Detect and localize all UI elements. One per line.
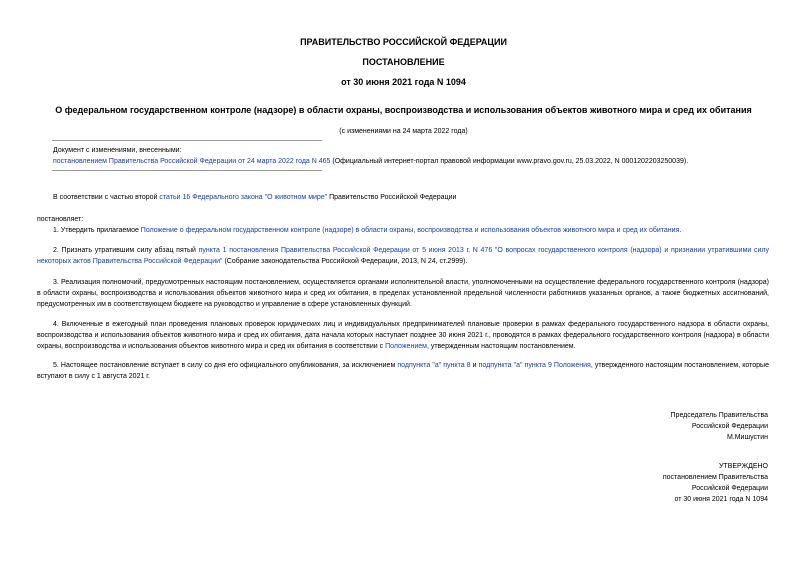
decides-label: постановляет:: [37, 216, 84, 223]
signature-position: Председатель Правительства: [670, 412, 768, 419]
regulation-link[interactable]: Положение о федеральном государственном контроле (надзоре) в области охраны, воспроизводства и использования объектов животного мира и сред их обитания: [140, 227, 680, 234]
item-2-before: 2. Признать утратившим силу абзац пятый: [53, 247, 199, 254]
item-1-after: .: [679, 227, 682, 234]
subparagraph-8-link[interactable]: подпункта "а" пункта 8: [397, 362, 471, 369]
item-5: [37, 360, 769, 382]
amendment-link[interactable]: постановлением Правительства Российской Федерации от 24 марта 2022 года N 465: [53, 158, 331, 165]
amendments-text: [53, 156, 769, 167]
government-heading: ПРАВИТЕЛЬСТВО РОССИЙСКОЙ ФЕДЕРАЦИИ: [300, 37, 507, 47]
item-2: [37, 245, 769, 267]
item-2-after: (Собрание законодательства Российской Федерации, 2013, N 24, ст.2999).: [222, 258, 468, 265]
amendments-top-rule: [52, 140, 322, 141]
item-4-before: 4. Включенные в ежегодный план проведения плановых проверок юридических лиц и индивидуальных предпринимателей плановые проверки в рамках федерального государственного надзора в области охраны, воспроизводства и использования объектов животного мира и сред их обитания, дата начала которых наступает позднее 30 июня 2021 г., проводятся в рамках федерального государственного контроля (надзора) в области охраны, воспроизводства и использования объектов животного мира и сред их обитания в соответствии с: [37, 321, 769, 350]
amendments-bottom-rule: [52, 170, 322, 171]
preamble-before: В соответствии с частью второй: [53, 194, 160, 201]
item-5-mid: и: [470, 362, 479, 369]
preamble: [37, 192, 769, 203]
item-3: 3. Реализация полномочий, предусмотренных настоящим постановлением, осуществляется органами исполнительной власти, уполномоченными на осуществление федерального государственного контроля (надзора) в области охраны, воспроизводства и использования объектов животного мира и сред их обитания, в пределах установленной предельной численности работников указанных органов, а также бюджетных ассигнований, предусмотренных им в соответствующем бюджете на руководство и управление в сфере установленных функций.: [37, 279, 769, 308]
item-5-after: , утвержденного настоящим постановлением, которые вступают в силу с 1 августа 2021 г.: [37, 362, 769, 380]
regulation-position-link[interactable]: Положением: [385, 343, 427, 350]
law-article-link[interactable]: статьи 16 Федерального закона "О животном мире": [159, 194, 328, 201]
document-type-heading: ПОСТАНОВЛЕНИЕ: [362, 57, 445, 67]
amendments-intro: Документ с изменениями, внесенными:: [53, 147, 182, 154]
item-4: [37, 319, 769, 352]
item-1-before: 1. Утвердить прилагаемое: [53, 227, 141, 234]
approval-line-3: Российской Федерации: [691, 485, 768, 492]
item-5-before: 5. Настоящее постановление вступает в силу со дня его официального опубликования, за исключением: [53, 362, 398, 369]
item-1: [37, 225, 769, 236]
item-4-after: , утвержденным настоящим постановлением.: [426, 343, 576, 350]
preamble-after: Правительство Российской Федерации: [327, 194, 457, 201]
resolution-476-link[interactable]: пункта 1 постановления Правительства Российской Федерации от 5 июня 2013 г. N 476 "О вопросах государственного контроля (надзора) и признании утратившими силу некоторых актов Правительства Российской Федерации": [37, 247, 769, 265]
amendments-block: [53, 145, 769, 167]
document-title: О федеральном государственном контроле (надзоре) в области охраны, воспроизводства и использования объектов животного мира и сред их обитания: [55, 105, 752, 115]
approval-line-2: постановлением Правительства: [662, 474, 768, 481]
amendment-source: (Официальный интернет-портал правовой информации www.pravo.gov.ru, 25.03.2022, N 0001202203250039).: [330, 158, 689, 165]
revision-note: (с изменениями на 24 марта 2022 года): [339, 128, 468, 135]
signature-country: Российской Федерации: [691, 423, 768, 430]
signature-block: [671, 410, 768, 443]
approval-label: УТВЕРЖДЕНО: [718, 463, 768, 470]
approval-date: от 30 июня 2021 года N 1094: [674, 496, 768, 503]
signature-name: М.Мишустин: [726, 434, 768, 441]
approval-block: [663, 461, 768, 505]
date-number-heading: от 30 июня 2021 года N 1094: [341, 77, 466, 87]
subparagraph-9-link[interactable]: подпункта "а" пункта 9 Положения: [478, 362, 591, 369]
